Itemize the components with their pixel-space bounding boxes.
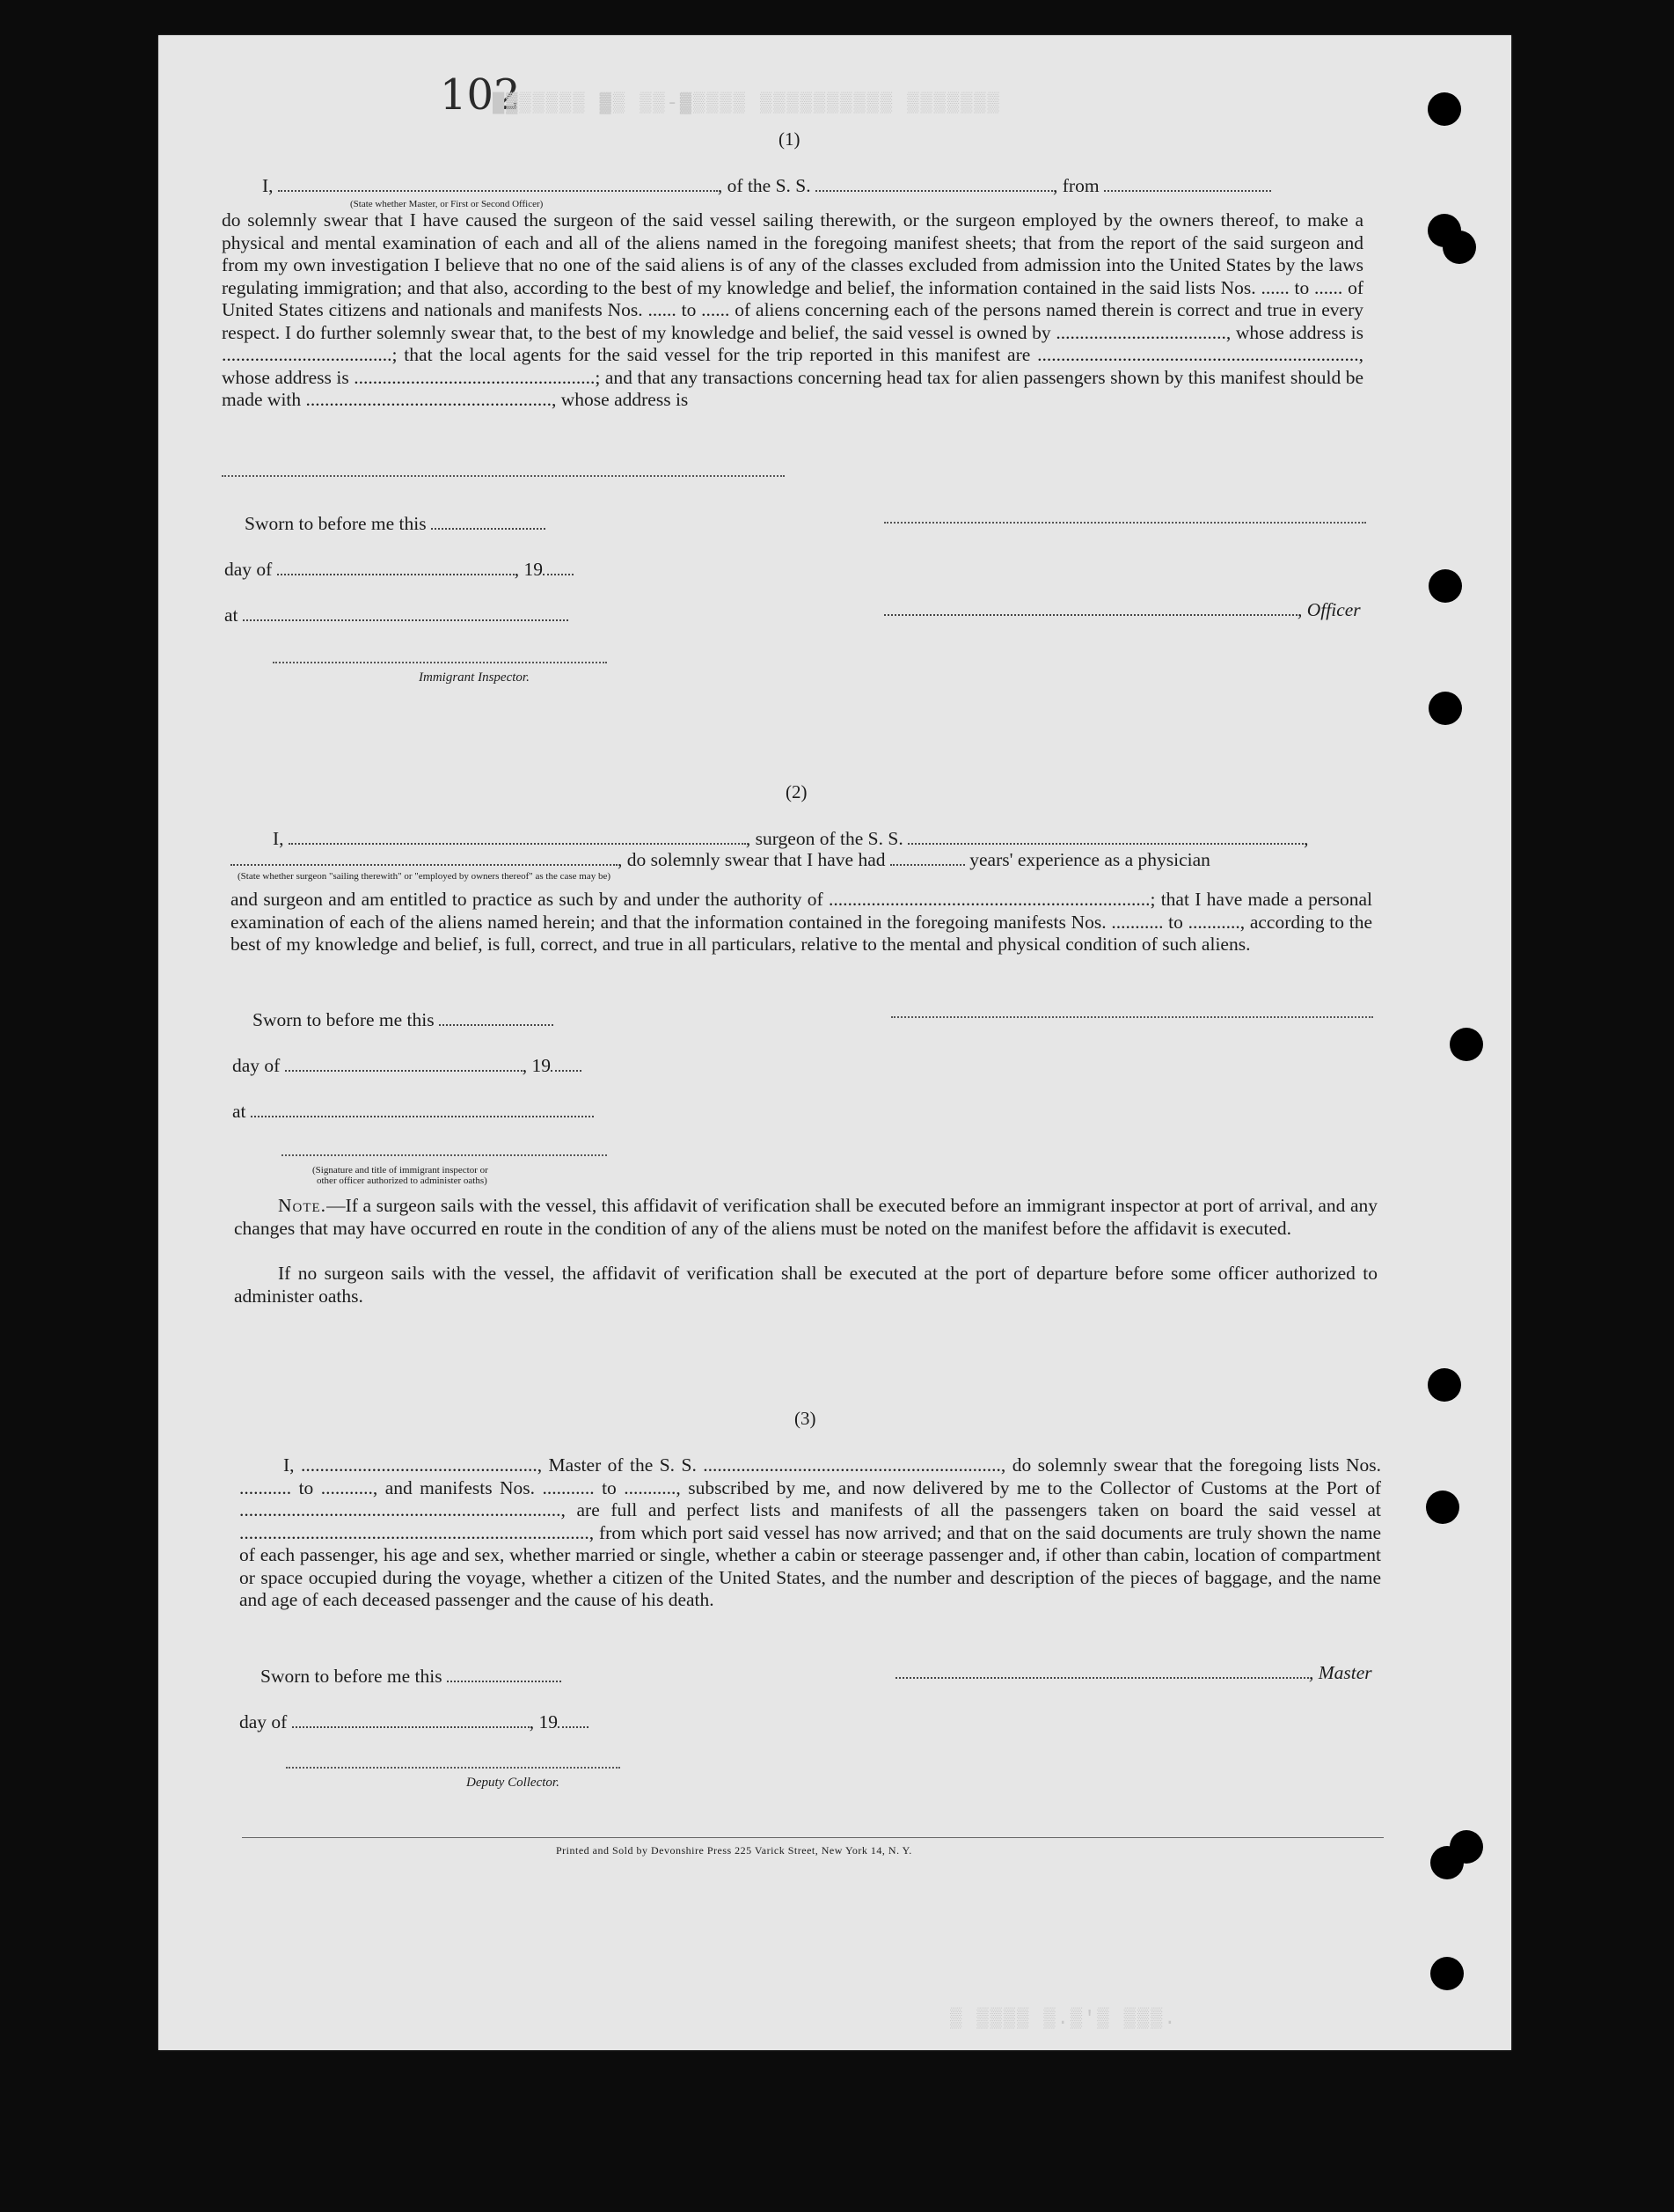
section-3-number: (3) bbox=[794, 1408, 816, 1429]
punch-hole bbox=[1429, 692, 1462, 725]
section-1-caption: (State whether Master, or First or Second Officer) bbox=[350, 199, 544, 209]
section-2-signature-line bbox=[891, 1016, 1373, 1018]
deputy-caption: Deputy Collector. bbox=[466, 1776, 559, 1790]
section-2-at: at bbox=[232, 1100, 594, 1123]
section-2-second-line: , do solemnly swear that I have had years' experience as a physician bbox=[230, 848, 1210, 871]
section-1-day-of: day of , 19 bbox=[224, 558, 574, 581]
section-2-note-2: If no surgeon sails with the vessel, the affidavit of verification shall be executed at the port of departure before some officer authorized to administer oaths. bbox=[234, 1263, 1378, 1307]
section-2-body: and surgeon and am entitled to practice as such by and under the authority of ....................................................................; that I have made a personal examination of each of the aliens named herein; and that the information contained in the foregoing manifests Nos. ........... to ..........., according to the best of my knowledge and belief, is full, correct, and true in all particulars, relative to the mental and physical condition of such aliens. bbox=[230, 889, 1372, 955]
from-port-field bbox=[1104, 174, 1271, 192]
punch-hole bbox=[1450, 1028, 1483, 1061]
rank-field bbox=[278, 174, 718, 192]
punch-hole bbox=[1443, 231, 1476, 264]
section-2-sig-caption-2: other officer authorized to administer oaths) bbox=[317, 1176, 487, 1186]
punch-hole bbox=[1429, 569, 1462, 603]
section-2-sig-caption-1: (Signature and title of immigrant inspector or bbox=[312, 1165, 488, 1176]
printer-footer: Printed and Sold by Devonshire Press 225 Varick Street, New York 14, N. Y. bbox=[556, 1844, 912, 1857]
section-2-first-line: I, , surgeon of the S. S. , bbox=[273, 828, 1309, 849]
inspector-caption: Immigrant Inspector. bbox=[419, 670, 530, 685]
section-1-officer-line: , Officer bbox=[884, 598, 1361, 621]
section-2-day-of: day of , 19 bbox=[232, 1054, 581, 1077]
section-3-day-of: day of , 19 bbox=[239, 1710, 588, 1733]
punch-hole bbox=[1428, 1368, 1461, 1402]
section-1-body: do solemnly swear that I have caused the surgeon of the said vessel sailing therewith, or the surgeon employed by the owners thereof, to make a physical and mental examination of each and all of the aliens named in the foregoing manifest sheets; that from the report of the said surgeon and from my own investigation I believe that no one of the said aliens is of any of the classes excluded from admission into the United States by the laws regulating immigration; and that also, according to the best of my knowledge and belief, the information contained in the said lists Nos. ...... to ...... of United States citizens and nationals and manifests Nos. ...... to ...... of aliens concerning each of the persons named therein is correct and true in every respect. I do further solemnly swear that, to the best of my knowledge and belief, the said vessel is owned by ...................................., whose address is ....................................; that the local agents for the said vessel for the trip reported in this manifest are ...................................................................., whose address is ...................................................; and that any transactions concerning head tax for alien passengers shown by this manifest should be made with ...................................................., whose address is bbox=[222, 209, 1363, 410]
section-2-note-1: Note.—If a surgeon sails with the vessel, this affidavit of verification shall be executed before an immigrant inspector at port of arrival, and any changes that may have occurred en route in the condition of any of the aliens must be noted on the manifest before the affidavit is executed. bbox=[234, 1195, 1378, 1239]
section-3-body: I, .................................................., Master of the S. S. ..............................................................., do solemnly swear that the foregoing lists Nos. ........... to ..........., and manifests Nos. ........... to ..........., subscribed by me, and now delivered by me to the Collector of Customs at the Port of ...................................................................., are full and perfect lists and manifests of all the passengers taken on board the said vessel at .........................................................................., from which port said vessel has now arrived; and that on the said documents are truly shown the name of each passenger, his age and sex, whether married or single, whether a cabin or steerage passenger and, if other than cabin, location of compartment or space occupied during the voyage, whether a citizen of the United States, and the number and description of the pieces of baggage, and the name and age of each deceased passenger and the cause of his death. bbox=[239, 1454, 1381, 1610]
punch-hole bbox=[1426, 1491, 1459, 1524]
text-from: , from bbox=[1053, 175, 1100, 196]
bleed-through-footer: ▒ ▒▒▒▒ ▒.▒'▒ ▒▒▒. bbox=[950, 2008, 1178, 2030]
ship-name-field bbox=[815, 174, 1053, 192]
section-1-first-line bbox=[262, 174, 1271, 197]
document-page bbox=[158, 35, 1511, 2050]
section-1-address-line bbox=[222, 475, 785, 477]
section-2-number: (2) bbox=[786, 781, 808, 802]
section-1-signature-line bbox=[884, 522, 1366, 524]
deputy-signature-line bbox=[286, 1767, 620, 1769]
bleed-through-text: █▓▒▒▒▒▒ ▓▒ ▒▒-▓▒▒▒▒ ▒▒▒▒▒▒▒▒▒▒ ▒▒▒▒▒▒▒ bbox=[493, 92, 1001, 114]
handwritten-page-number: 102 bbox=[440, 70, 521, 120]
footer-rule bbox=[242, 1837, 1384, 1838]
section-1-sworn: Sworn to before me this bbox=[245, 512, 545, 535]
text-of-ss: , of the S. S. bbox=[717, 175, 811, 196]
punch-hole bbox=[1428, 92, 1461, 126]
punch-hole bbox=[1430, 1846, 1464, 1879]
section-2-sworn: Sworn to before me this bbox=[252, 1008, 553, 1031]
punch-hole bbox=[1430, 1957, 1464, 1990]
section-2-inspector-line bbox=[281, 1154, 607, 1156]
section-2-caption: (State whether surgeon "sailing therewith" or "employed by owners thereof" as the case may be) bbox=[238, 871, 611, 882]
section-1-number: (1) bbox=[779, 128, 800, 150]
section-3-sworn: Sworn to before me this bbox=[260, 1665, 561, 1688]
section-1-at: at bbox=[224, 604, 568, 626]
text-i: I, bbox=[262, 175, 274, 196]
section-3-master-line: , Master bbox=[895, 1661, 1372, 1684]
inspector-signature-line bbox=[273, 662, 607, 663]
